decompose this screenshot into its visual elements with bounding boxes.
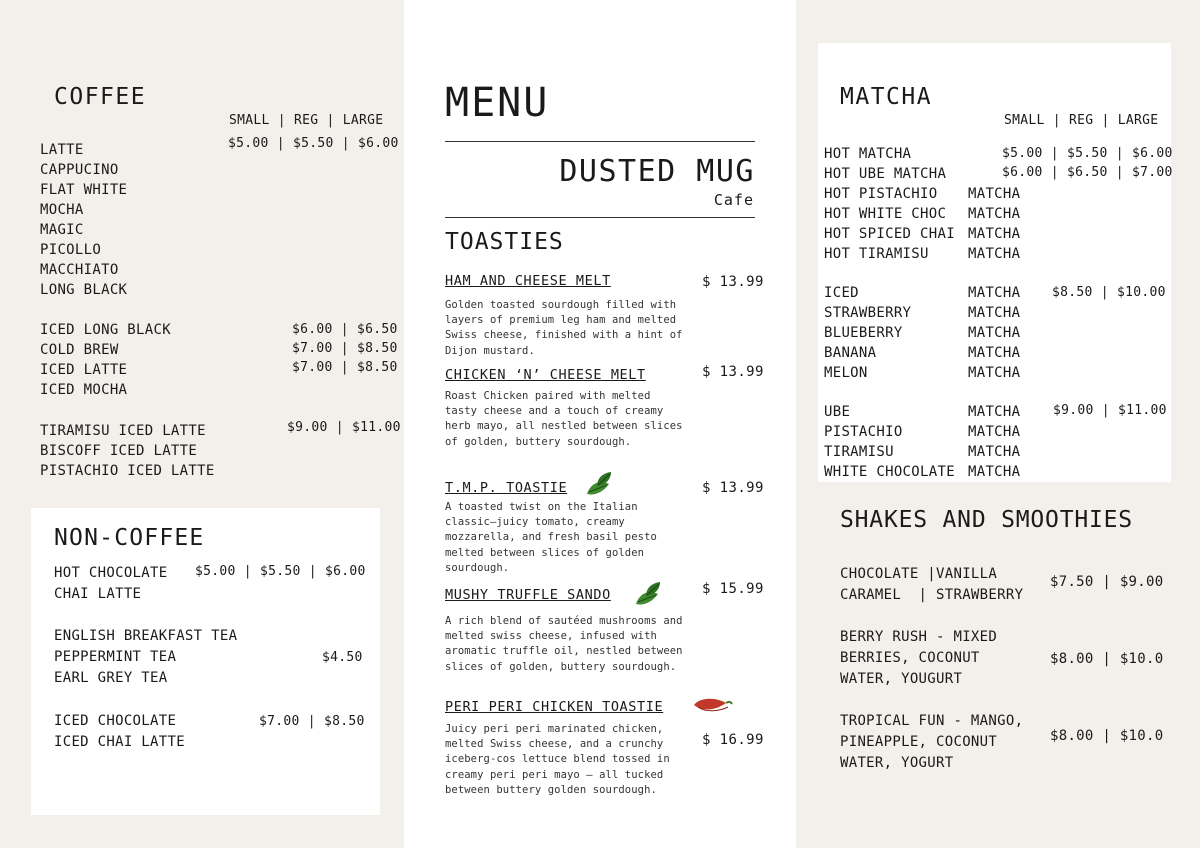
list-item: WATER, YOGURT: [840, 755, 954, 771]
list-item: BERRIES, COCONUT: [840, 650, 980, 666]
list-item: MATCHA: [968, 345, 1021, 361]
toastie-description: Golden toasted sourdough filled with layers of premium leg ham and melted Swiss cheese, finished with a hint of Dijon mustard.: [445, 299, 683, 357]
toastie-name: HAM AND CHEESE MELT: [445, 273, 611, 289]
toastie-description: A toasted twist on the Italian classic—juicy tomato, creamy mozzarella, and fresh basil pesto melted between slices of golden sourdough.: [445, 501, 657, 574]
price-label: $6.00 | $6.50 | $7.00: [1002, 165, 1173, 180]
non-coffee-title: NON-COFFEE: [54, 525, 205, 551]
list-item: HOT UBE MATCHA: [824, 166, 947, 182]
list-item: HOT WHITE CHOC: [824, 206, 947, 222]
shake-item: [840, 627, 997, 690]
list-item: COLD BREW: [40, 342, 119, 358]
list-item: MATCHA: [968, 365, 1021, 381]
list-item: CAPPUCINO: [40, 162, 119, 178]
matcha-iced-right: [968, 283, 1020, 383]
list-item: EARL GREY TEA: [54, 670, 168, 686]
title-divider: [445, 141, 755, 142]
list-item: STRAWBERRY: [824, 305, 912, 321]
list-item: HOT PISTACHIO: [824, 186, 938, 202]
list-item: MATCHA: [968, 226, 1021, 242]
list-item: HOT TIRAMISU: [824, 246, 929, 262]
list-item: LONG BLACK: [40, 282, 128, 298]
price-label: $7.00 | $8.50: [292, 360, 398, 375]
toastie-price: $ 13.99: [702, 480, 764, 496]
list-item: TIRAMISU: [824, 444, 894, 460]
toastie-description: Juicy peri peri marinated chicken, melted Swiss cheese, and a crunchy iceberg-cos lettuce blend tossed in creamy peri peri mayo — all tucked between buttery golden sourdough.: [445, 723, 670, 796]
list-item: MOCHA: [40, 202, 84, 218]
list-item: BERRY RUSH - MIXED: [840, 629, 998, 645]
list-item: MACCHIATO: [40, 262, 119, 278]
list-item: UBE: [824, 404, 851, 420]
matcha-hot-left: [824, 144, 955, 264]
toastie-description: A rich blend of sautéed mushrooms and melted swiss cheese, infused with aromatic truffle oil, nestled between slices of golden, buttery sourdough.: [445, 615, 683, 673]
list-item: MATCHA: [968, 404, 1021, 420]
list-item: PISTACHIO ICED LATTE: [40, 463, 215, 479]
coffee-size-header: SMALL | REG | LARGE: [229, 113, 384, 128]
cafe-name: DUSTED MUG: [559, 154, 755, 189]
list-item: LATTE: [40, 142, 84, 158]
matcha-iced-left: [824, 283, 911, 383]
list-item: MAGIC: [40, 222, 84, 238]
coffee-iced-prices: [292, 320, 398, 377]
list-item: MATCHA: [968, 305, 1021, 321]
list-item: ICED CHOCOLATE: [54, 713, 177, 729]
non-coffee-price-3: $7.00 | $8.50: [259, 714, 365, 729]
list-item: WATER, YOUGURT: [840, 671, 963, 687]
list-item: MATCHA: [968, 186, 1021, 202]
chili-pepper-icon: [690, 693, 734, 721]
toastie-price: $ 13.99: [702, 364, 764, 380]
list-item: BISCOFF ICED LATTE: [40, 443, 198, 459]
list-item: HOT CHOCOLATE: [54, 565, 168, 581]
matcha-size-header: SMALL | REG | LARGE: [1004, 113, 1159, 128]
price-label: $6.00 | $6.50: [292, 322, 398, 337]
list-item: ICED MOCHA: [40, 382, 128, 398]
list-item: MATCHA: [968, 325, 1021, 341]
list-item: ENGLISH BREAKFAST TEA: [54, 628, 238, 644]
list-item: PINEAPPLE, COCONUT: [840, 734, 998, 750]
list-item: MATCHA: [968, 206, 1021, 222]
list-item: MATCHA: [968, 246, 1021, 262]
non-coffee-group-2: [54, 626, 237, 689]
list-item: TIRAMISU ICED LATTE: [40, 423, 206, 439]
coffee-iced-list: [40, 320, 171, 400]
menu-title: MENU: [445, 80, 550, 126]
list-item: ICED LONG BLACK: [40, 322, 171, 338]
list-item: HOT MATCHA: [824, 146, 912, 162]
list-item: BANANA: [824, 345, 877, 361]
list-item: MATCHA: [968, 285, 1021, 301]
list-item: BLUEBERRY: [824, 325, 903, 341]
list-item: CARAMEL | STRAWBERRY: [840, 587, 1024, 603]
basil-leaf-icon: [632, 580, 666, 614]
non-coffee-group-1: [54, 563, 167, 605]
coffee-title: COFFEE: [54, 84, 147, 110]
toastie-name: CHICKEN ‘N’ CHEESE MELT: [445, 367, 646, 383]
cafe-divider: [445, 217, 755, 218]
list-item: ICED: [824, 285, 859, 301]
matcha-hot-prices: [1002, 144, 1173, 182]
toastie-price: $ 15.99: [702, 581, 764, 597]
basil-leaf-icon: [583, 470, 617, 504]
list-item: ICED CHAI LATTE: [54, 734, 185, 750]
list-item: MATCHA: [968, 444, 1021, 460]
non-coffee-price-2: $4.50: [322, 650, 363, 665]
non-coffee-panel: [31, 508, 380, 815]
shake-price: $8.00 | $10.0: [1050, 651, 1164, 667]
matcha-special-price: $9.00 | $11.00: [1053, 403, 1167, 418]
list-item: WHITE CHOCOLATE: [824, 464, 955, 480]
toastie-price: $ 16.99: [702, 732, 764, 748]
list-item: MATCHA: [968, 464, 1021, 480]
matcha-iced-price: $8.50 | $10.00: [1052, 285, 1166, 300]
shakes-title: SHAKES AND SMOOTHIES: [840, 507, 1133, 533]
coffee-hot-price: $5.00 | $5.50 | $6.00: [228, 136, 399, 151]
matcha-special-left: [824, 402, 955, 482]
non-coffee-price-1: $5.00 | $5.50 | $6.00: [195, 564, 366, 579]
list-item: PEPPERMINT TEA: [54, 649, 177, 665]
list-item: CHAI LATTE: [54, 586, 142, 602]
list-item: MATCHA: [968, 424, 1021, 440]
matcha-special-right: [968, 402, 1020, 482]
toastie-name: MUSHY TRUFFLE SANDO: [445, 587, 611, 603]
list-item: PISTACHIO: [824, 424, 903, 440]
non-coffee-group-3: [54, 711, 185, 753]
shake-item: [840, 711, 1023, 774]
matcha-title: MATCHA: [840, 84, 933, 110]
price-label: $7.00 | $8.50: [292, 341, 398, 356]
list-item: ICED LATTE: [40, 362, 128, 378]
shake-price: $8.00 | $10.0: [1050, 728, 1164, 744]
toastie-price: $ 13.99: [702, 274, 764, 290]
list-item: CHOCOLATE |VANILLA: [840, 566, 998, 582]
toastie-description: Roast Chicken paired with melted tasty cheese and a touch of creamy herb mayo, all nestled between slices of golden, buttery sourdough.: [445, 390, 683, 448]
shake-item: [840, 564, 1023, 606]
coffee-hot-list: [40, 140, 127, 300]
list-item: MELON: [824, 365, 868, 381]
toastie-name: T.M.P. TOASTIE: [445, 480, 568, 496]
cafe-subtitle: Cafe: [713, 191, 754, 209]
list-item: TROPICAL FUN - MANGO,: [840, 713, 1024, 729]
center-panel: [404, 0, 796, 848]
shake-price: $7.50 | $9.00: [1050, 574, 1164, 590]
coffee-special-list: [40, 421, 215, 481]
list-item: FLAT WHITE: [40, 182, 128, 198]
list-item: PICOLLO: [40, 242, 102, 258]
matcha-panel: [818, 43, 1171, 482]
toasties-title: TOASTIES: [445, 229, 564, 255]
toastie-name: PERI PERI CHICKEN TOASTIE: [445, 699, 664, 715]
price-label: $5.00 | $5.50 | $6.00: [1002, 146, 1173, 161]
coffee-special-price: $9.00 | $11.00: [287, 420, 401, 435]
list-item: HOT SPICED CHAI: [824, 226, 955, 242]
